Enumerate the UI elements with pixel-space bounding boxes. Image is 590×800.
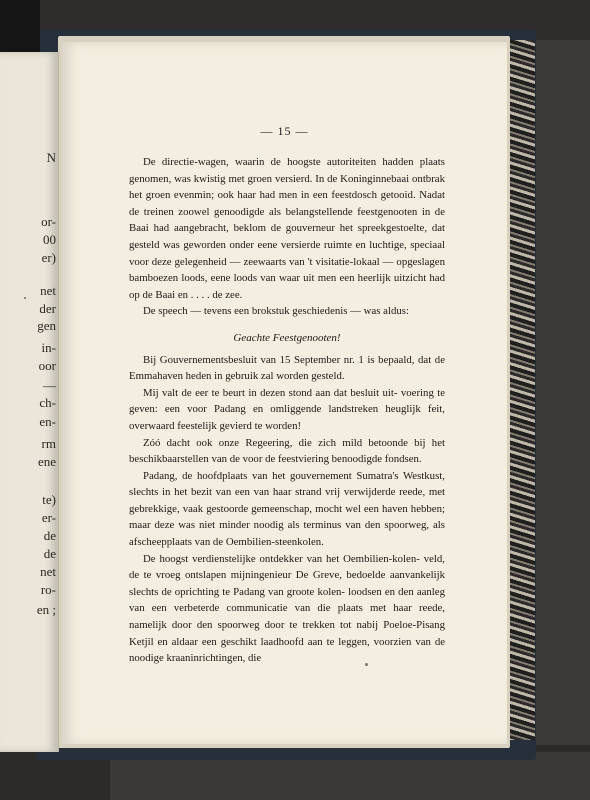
text-line: Bij Gouvernementsbesluit van 15 September nr. 1 is bepaald,: [143, 353, 415, 366]
left-page-fragment: ro-: [40, 582, 56, 597]
text-line: aan te leggen, voorzien van de noodige kraaninrichtingen, die: [129, 635, 446, 665]
text-line: en . . . . de zee.: [177, 288, 243, 301]
left-page-fragment: en-: [39, 414, 56, 429]
text-line: ontbrak het groen evenmin; ook haar had men in een feestdosch: [129, 172, 445, 202]
text-line: Mij valt de eer te beurt in dezen stond aan dat besluit uit-: [143, 386, 398, 399]
left-page-fragment: en ;: [36, 602, 56, 617]
speech-heading: Geachte Feestgenooten!: [233, 331, 341, 344]
text-line: beschikbaarstellen van de voor de feestviering benoodigde fondsen.: [129, 453, 422, 466]
paragraph: [129, 551, 445, 667]
left-page-fragment: —: [43, 378, 56, 393]
left-page-fragment: der: [39, 301, 56, 316]
left-page-fragment: te): [42, 492, 56, 507]
text-line: De hoogst verdienstelijke ontdekker van het Oembilien-kolen-: [143, 552, 420, 565]
text-line: dat de Emmahaven heden in gebruik zal worden gesteld.: [129, 353, 445, 383]
left-page-fragment: N: [46, 150, 56, 165]
left-page-fragment: ch-: [39, 395, 56, 410]
text-line: zeewaarts van 't visitatie-lokaal — opgeslagen bamboezen loods,: [129, 255, 445, 285]
text-line: De speech — tevens een brokstuk geschiedenis — was aldus:: [143, 305, 409, 318]
left-page-fragment: net: [40, 283, 56, 298]
text-line: plaats met haar reede, namelijk door den spoorweg door te trekken: [129, 602, 446, 632]
left-page-fragment: in-: [41, 340, 56, 355]
text-line: loodsen en den aanleg van een verbeterde communicatie van die: [129, 585, 445, 615]
left-page-fragment: net: [40, 564, 56, 579]
left-black-strip: [0, 0, 40, 52]
left-page-fragment: rm: [41, 436, 56, 451]
text-line: het spreekgestoelte, dat gesteld was geworden onder eene: [129, 222, 446, 251]
paragraph: [129, 435, 445, 468]
page-text: [129, 154, 445, 667]
paragraph: [129, 154, 445, 303]
text-line: tot nabij Poeloe-Pisang Ketjil en aldaar een geschikt laadhoofd: [129, 619, 445, 648]
text-line: aanvankelijk slechts de oprichting te Padang van groote kolen-: [129, 569, 446, 598]
left-page-fragment: de: [43, 528, 56, 543]
left-page-fragment: ene: [37, 454, 56, 469]
text-line: Westkust, slechts in het bezit van een van haar strand vrij: [129, 469, 445, 499]
left-page-fragment: or-: [41, 214, 56, 229]
left-page-fragment: oor: [38, 358, 56, 373]
page-number: — 15 —: [260, 124, 309, 138]
text-line: Oembilien-steenkolen.: [225, 536, 324, 549]
left-page-fragment: er-: [41, 510, 56, 525]
paragraph: [129, 303, 445, 320]
text-line: voering te geven: een voor Padang en omliggende landstreken: [129, 386, 446, 416]
left-page-fragment: de: [43, 546, 56, 561]
text-line: heuglijk feit, overwaard feestelijk gevierd te worden!: [129, 403, 446, 432]
text-line: De directie-wagen, waarin de hoogste autoriteiten hadden plaats: [143, 156, 445, 168]
text-line: getooid. Nadat de treinen zoowel genoodigde als belangstellende: [129, 189, 445, 218]
text-line: Padang, de hoofdplaats van het gouvernement Sumatra's: [143, 469, 399, 482]
paragraph: [129, 468, 445, 551]
left-adjacent-page: [0, 52, 59, 752]
text-line: Zóó dacht ook onze Regeering, die zich mild betoonde bij het: [143, 436, 445, 449]
paragraph: [129, 385, 445, 435]
text-line: feestgenooten in de Baai had aangebracht, beklom de gouverneur: [129, 205, 445, 235]
text-line: verwijderde reede, met gebrekkige, vaak gestoorde gemeenschap,: [129, 486, 446, 515]
paper-speck: [24, 297, 26, 299]
left-page-fragment: er): [41, 250, 56, 265]
paragraph: [129, 352, 445, 385]
text-line: genomen, was kwistig met groen versierd. In de Koninginnebaai: [129, 172, 410, 185]
text-line: versierde ruimte en luchtige, speciaal voor deze gelegenheid —: [129, 238, 445, 268]
text-line: noodig als terminus van den spoorweg, als afscheepplaats van de: [129, 519, 445, 549]
left-page-fragment: gen: [37, 318, 56, 333]
right-page: [62, 42, 507, 744]
text-line: veld, de te vroeg ontslapen mijningenieur De Greve, bedoelde: [129, 552, 446, 582]
paper-speck: [365, 663, 368, 666]
text-line: eene loods van waar uit men een heerlijk uitzicht had op de Baai: [129, 272, 445, 301]
text-line: mocht wel een haven hebben; maar deze was niet minder: [129, 502, 445, 532]
left-page-fragment: 00: [43, 232, 56, 247]
